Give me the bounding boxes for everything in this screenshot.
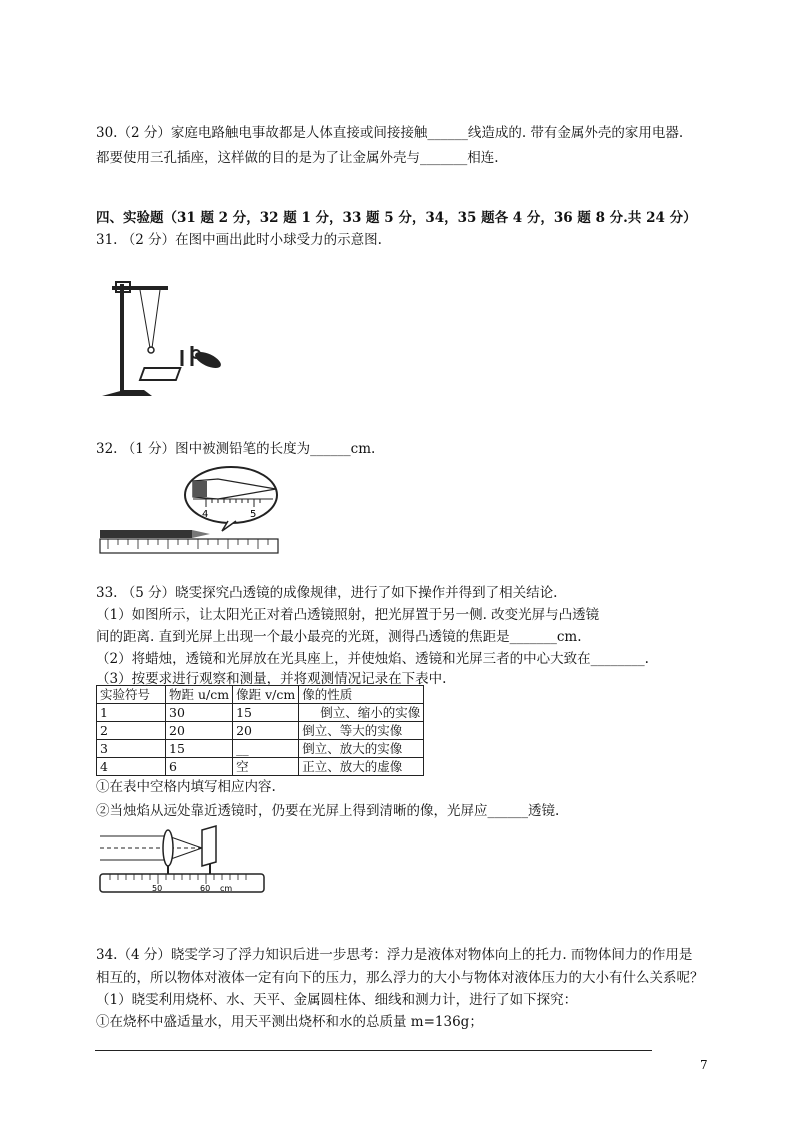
table-cell: 3 bbox=[97, 740, 166, 758]
bench-tick-50: 50 bbox=[152, 884, 163, 893]
q33-part1a: （1）如图所示，让太阳光正对着凸透镜照射，把光屏置于另一侧. 改变光屏与凸透镜 bbox=[96, 607, 600, 623]
table-cell: __ bbox=[233, 740, 299, 758]
table-row bbox=[97, 758, 424, 776]
table-cell: 倒立、放大的实像 bbox=[299, 740, 424, 758]
q34-line3: （1）晓雯利用烧杯、水、天平、金属圆柱体、细线和测力计，进行了如下探究： bbox=[96, 992, 578, 1008]
table-cell: 2 bbox=[97, 722, 166, 740]
table-cell: 6 bbox=[166, 758, 233, 776]
q32-text: 32. （1 分）图中被测铅笔的长度为______cm. bbox=[96, 441, 376, 457]
table-cell: 4 bbox=[97, 758, 166, 776]
table-row bbox=[97, 722, 424, 740]
q33-part1b: 间的距离. 直到光屏上出现一个最小最亮的光斑，测得凸透镜的焦距是_______cm. bbox=[96, 629, 582, 645]
q33-part2: （2）将蜡烛，透镜和光屏放在光具座上，并使烛焰、透镜和光屏三者的中心大致在________. bbox=[96, 651, 649, 667]
table-cell: 15 bbox=[233, 704, 299, 722]
q34-line1: 34.（4 分）晓雯学习了浮力知识后进一步思考：浮力是液体对物体向上的托力. 而物体间力的作用是 bbox=[96, 947, 693, 963]
table-cell: 30 bbox=[166, 704, 233, 722]
table-cell: 20 bbox=[166, 722, 233, 740]
section-heading: 四、实验题（31 题 2 分，32 题 1 分，33 题 5 分，34，35 题各 4 分，36 题 8 分.共 24 分） bbox=[96, 210, 697, 226]
q31-text: 31. （2 分）在图中画出此时小球受力的示意图. bbox=[96, 232, 382, 248]
q33-part3: （3）按要求进行观察和测量，并将观测情况记录在下表中. bbox=[96, 671, 447, 687]
q31-figure-stand-ball bbox=[100, 270, 240, 409]
table-cell: 20 bbox=[233, 722, 299, 740]
table-cell: 1 bbox=[97, 704, 166, 722]
mag-tick-4: 4 bbox=[202, 509, 209, 520]
table-cell: 15 bbox=[166, 740, 233, 758]
q34-line4: ①在烧杯中盛适量水，用天平测出烧杯和水的总质量 m=136g； bbox=[96, 1014, 483, 1030]
page-number: 7 bbox=[700, 1058, 708, 1072]
table-header: 物距 u/cm bbox=[166, 686, 233, 704]
table-cell: 正立、放大的虚像 bbox=[299, 758, 424, 776]
table-header-row bbox=[97, 686, 424, 704]
bench-unit: cm bbox=[220, 884, 233, 893]
table-cell: 倒立、等大的实像 bbox=[299, 722, 424, 740]
table-cell: 空 bbox=[233, 758, 299, 776]
q33-note2: ②当烛焰从远处靠近透镜时，仍要在光屏上得到清晰的像，光屏应______透镜. bbox=[96, 803, 560, 819]
table-header: 像距 v/cm bbox=[233, 686, 299, 704]
mag-tick-5: 5 bbox=[250, 509, 257, 520]
bench-tick-60: 60 bbox=[200, 884, 211, 893]
table-row bbox=[97, 740, 424, 758]
footer-rule bbox=[95, 1050, 652, 1051]
q32-figure-pencil-ruler bbox=[98, 465, 283, 564]
q33-table bbox=[96, 685, 424, 776]
table-header: 实验符号 bbox=[97, 686, 166, 704]
q30-line2: 都要使用三孔插座，这样做的目的是为了让金属外壳与_______相连. bbox=[96, 150, 499, 166]
table-cell: 倒立、缩小的实像 bbox=[299, 704, 424, 722]
q33-note1: ①在表中空格内填写相应内容. bbox=[96, 779, 276, 795]
table-row bbox=[97, 704, 424, 722]
q33-intro: 33. （5 分）晓雯探究凸透镜的成像规律，进行了如下操作并得到了相关结论. bbox=[96, 585, 558, 601]
q30-line1: 30.（2 分）家庭电路触电事故都是人体直接或间接接触______线造成的. 带有金属外壳的家用电器. bbox=[96, 125, 684, 141]
q34-line2: 相互的，所以物体对液体一定有向下的压力，那么浮力的大小与物体对液体压力的大小有什么关系呢？ bbox=[96, 970, 704, 986]
q33-figure-lens-bench bbox=[98, 822, 268, 901]
table-header: 像的性质 bbox=[299, 686, 424, 704]
